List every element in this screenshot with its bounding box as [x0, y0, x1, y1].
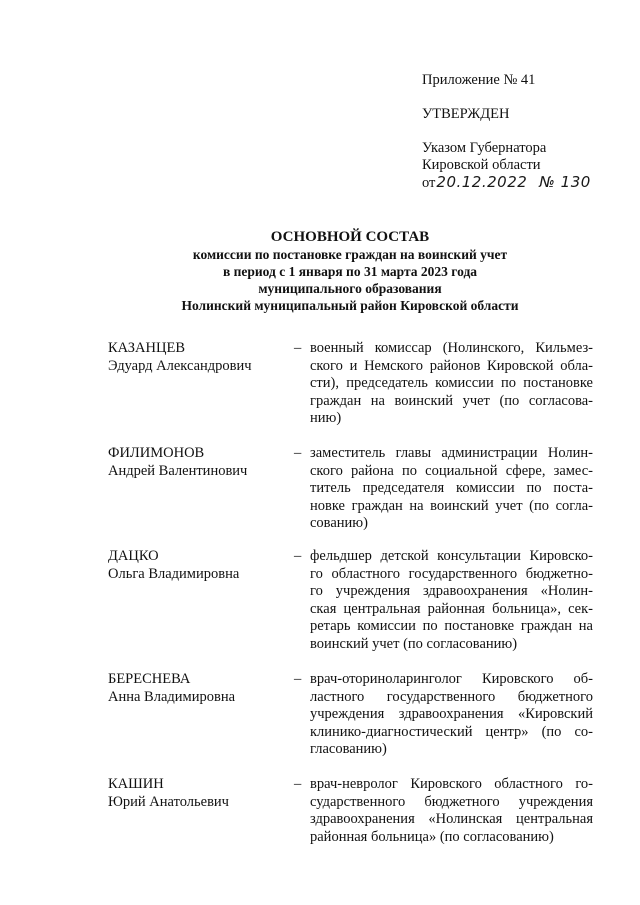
- role-line: фельдшер детской консультации Кировско-: [310, 548, 593, 564]
- handwritten-date: 20.12.2022: [436, 173, 528, 191]
- member-dash: –: [294, 340, 302, 356]
- member-role: [310, 548, 593, 653]
- member-name: [108, 445, 288, 480]
- title-line-2: в период с 1 января по 31 марта 2023 года: [222, 264, 478, 279]
- member-given-name: Анна Владимировна: [108, 688, 236, 705]
- role-line: сованию): [310, 515, 368, 531]
- member-given-name: Юрий Анатольевич: [108, 793, 229, 810]
- role-line: го учреждения здравоохранения «Нолин-: [310, 583, 593, 599]
- title-main: ОСНОВНОЙ СОСТАВ: [270, 229, 430, 245]
- role-line: ретарь комиссии по постановке граждан на: [310, 618, 593, 634]
- member-role: [310, 776, 593, 846]
- role-line: нию): [310, 410, 342, 426]
- role-line: ского района по социальной сфере, замес-: [310, 462, 593, 479]
- role-line: учреждения здравоохранения «Кировский: [310, 706, 593, 722]
- title-line-3: муниципального образования: [258, 281, 442, 296]
- role-line: граждан на воинский учет (по согласова-: [310, 392, 593, 409]
- member-role: [310, 445, 593, 533]
- member-dash: –: [294, 445, 302, 461]
- member-name: [108, 776, 288, 811]
- role-line: заместитель главы администрации Нолин-: [310, 445, 593, 461]
- member-role: [310, 340, 593, 428]
- approved-label: УТВЕРЖДЕН: [422, 106, 510, 122]
- member-surname: ФИЛИМОНОВ: [108, 445, 205, 461]
- member-surname: КАЗАНЦЕВ: [108, 340, 185, 356]
- role-line: районная больница» (по согласованию): [310, 828, 554, 845]
- member-role: [310, 671, 593, 759]
- role-line: титель председателя комиссии по поста-: [310, 480, 593, 496]
- role-line: здравоохранения «Нолинская центральная: [310, 811, 593, 827]
- approval-block: [422, 72, 622, 192]
- role-line: клинико-диагностический центр» (по со-: [310, 723, 593, 740]
- role-line: гласованию): [310, 741, 387, 757]
- role-line: ского и Немского районов Кировской обла-: [310, 357, 593, 374]
- member-name: [108, 671, 288, 706]
- role-line: ластного государственного бюджетного: [310, 688, 593, 705]
- member-dash: –: [294, 776, 302, 792]
- title-line-1: комиссии по постановке граждан на воинский учет: [192, 247, 508, 262]
- role-line: военный комиссар (Нолинского, Кильмез-: [310, 340, 593, 356]
- role-line: сти), председатель комиссии по постановке: [310, 375, 593, 391]
- decree-line-1: Указом Губернатора: [422, 140, 547, 156]
- member-name: [108, 548, 288, 583]
- document-title: [70, 228, 630, 314]
- member-name: [108, 340, 288, 375]
- appendix-number: Приложение № 41: [422, 72, 536, 88]
- date-prefix: от: [422, 175, 436, 191]
- role-line: врач-оториноларинголог Кировского об-: [310, 671, 593, 687]
- role-line: сударственного бюджетного учреждения: [310, 793, 593, 810]
- member-given-name: Андрей Валентинович: [108, 462, 248, 479]
- role-line: новке граждан на воинский учет (по согла-: [310, 497, 593, 514]
- role-line: врач-невролог Кировского областного го-: [310, 776, 593, 792]
- title-line-4: Нолинский муниципальный район Кировской области: [181, 298, 519, 313]
- decree-line-2: Кировской области: [422, 157, 541, 173]
- decree-date-line: [422, 174, 622, 192]
- member-surname: БЕРЕСНЕВА: [108, 671, 191, 687]
- handwritten-number: № 130: [539, 173, 591, 191]
- member-given-name: Эдуард Александрович: [108, 357, 252, 374]
- member-surname: КАШИН: [108, 776, 164, 792]
- role-line: воинский учет (по согласованию): [310, 635, 518, 652]
- role-line: ская центральная районная больница», сек-: [310, 600, 593, 617]
- role-line: го областного государственного бюджетно-: [310, 565, 593, 582]
- member-surname: ДАЦКО: [108, 548, 159, 564]
- member-dash: –: [294, 671, 302, 687]
- member-given-name: Ольга Владимировна: [108, 565, 240, 582]
- member-dash: –: [294, 548, 302, 564]
